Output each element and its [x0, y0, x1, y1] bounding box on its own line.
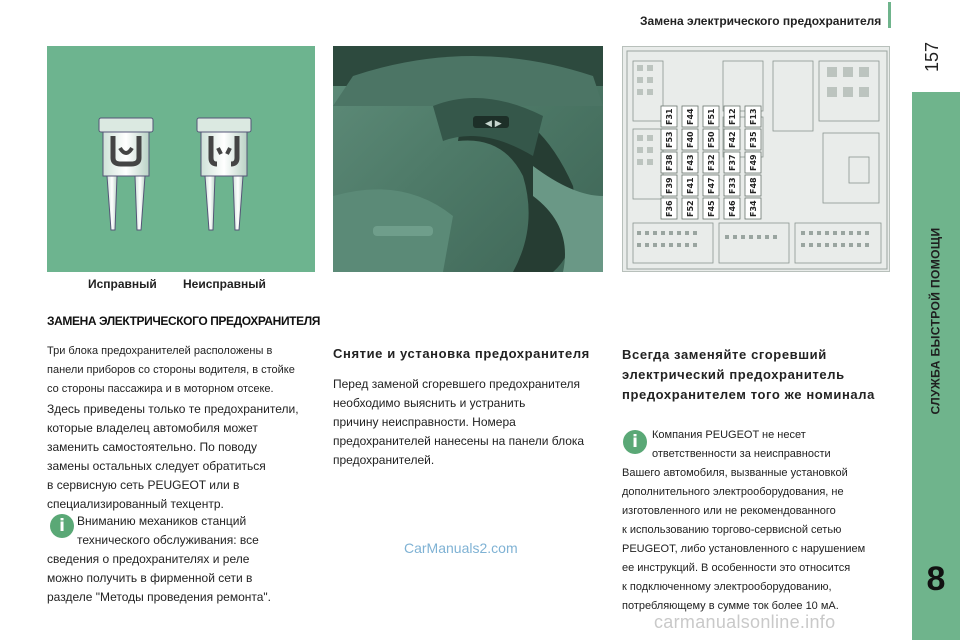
- col2-para: [333, 375, 613, 470]
- text-line: панели приборов со стороны водителя, в стойке: [47, 364, 295, 376]
- fuse-label: F40: [686, 131, 695, 148]
- fuse-label: F33: [728, 177, 737, 194]
- text-line: Вниманию механиков станций: [77, 514, 247, 528]
- fuse-label: F51: [707, 108, 716, 125]
- dashboard-photo: [333, 46, 603, 272]
- text-line: предохранителем того же номинала: [622, 387, 875, 402]
- fuse-label: F41: [686, 177, 695, 194]
- fuse-label: F44: [686, 108, 695, 125]
- watermark-carmanuals2[interactable]: CarManuals2.com: [404, 540, 518, 556]
- text-line: предохранителей нанесены на панели блока: [333, 434, 585, 448]
- text-line: в сервисную сеть PEUGEOT или в: [47, 478, 240, 492]
- chapter-label-text: СЛУЖБА БЫСТРОЙ ПОМОЩИ: [929, 227, 943, 415]
- text-line: дополнительного электрооборудования, не: [622, 486, 844, 498]
- text-line: PEUGEOT, либо установленного с нарушением: [622, 543, 866, 555]
- text-line: специализированный техцентр.: [47, 497, 224, 511]
- fuse-label: F34: [749, 200, 758, 217]
- text-line: Всегда заменяйте сгоревший: [622, 347, 827, 362]
- col1-note: [47, 512, 327, 607]
- text-line: Три блока предохранителей расположены в: [47, 345, 273, 357]
- fuse-pair-icon: [47, 46, 315, 272]
- col3-heading: [622, 345, 902, 405]
- text-line: причину неисправности. Номера: [333, 415, 516, 429]
- col1-para1: [47, 342, 327, 399]
- chapter-side-label: [912, 92, 960, 550]
- fuse-illustration: [47, 46, 315, 272]
- caption-good-fuse: Исправный: [88, 277, 157, 291]
- text-line: которые владелец автомобиля может: [47, 421, 258, 435]
- col1-para2: [47, 400, 327, 514]
- fuse-columns: [661, 106, 761, 219]
- fuse-label: F52: [686, 200, 695, 217]
- text-line: электрический предохранитель: [622, 367, 845, 382]
- fuse-label: F50: [707, 131, 716, 148]
- steering-wheel-icon: [333, 46, 603, 272]
- fuse-label: F42: [728, 131, 737, 148]
- text-line: Компания PEUGEOT не несет: [652, 429, 806, 441]
- header-accent-bar: [888, 2, 891, 28]
- svg-text:◀ ▶: ◀ ▶: [485, 119, 502, 129]
- fuse-label: F46: [728, 200, 737, 217]
- fuse-label: F43: [686, 154, 695, 171]
- fuse-label: F45: [707, 200, 716, 217]
- chapter-number: 8: [926, 560, 946, 598]
- text-line: необходимо выяснить и устранить: [333, 396, 526, 410]
- fuse-label: F13: [749, 108, 758, 125]
- text-line: изготовленного или не рекомендованного: [622, 505, 836, 517]
- text-line: технического обслуживания: все: [77, 533, 259, 547]
- fuse-label: F32: [707, 154, 716, 171]
- text-line: потребляющему в сумме ток более 10 мА.: [622, 600, 839, 612]
- text-line: ее инструкций. В особенности это относится: [622, 562, 851, 574]
- text-line: предохранителей.: [333, 453, 435, 467]
- info-icon: i: [623, 430, 647, 454]
- caption-bad-fuse: Неисправный: [183, 277, 266, 291]
- fuse-box-layout: [623, 47, 890, 272]
- col3-note: [622, 426, 906, 616]
- fuse-label: F47: [707, 177, 716, 194]
- info-icon: i: [50, 514, 74, 538]
- good-fuse-icon: [99, 118, 153, 230]
- fuse-label: F35: [749, 131, 758, 148]
- fuse-label: F39: [665, 177, 674, 194]
- fuse-label: F38: [665, 154, 674, 171]
- text-line: ответственности за неисправности: [652, 448, 831, 460]
- fuse-label: F36: [665, 200, 674, 217]
- fuse-box-diagram: [622, 46, 890, 272]
- text-line: сведения о предохранителях и реле: [47, 552, 250, 566]
- section-title: ЗАМЕНА ЭЛЕКТРИЧЕСКОГО ПРЕДОХРАНИТЕЛЯ: [47, 314, 320, 328]
- page-header-title: Замена электрического предохранителя: [640, 14, 882, 28]
- text-line: к подключенному электрооборудованию,: [622, 581, 832, 593]
- fuse-label: F37: [728, 154, 737, 171]
- fuse-label: F12: [728, 108, 737, 125]
- text-line: Перед заменой сгоревшего предохранителя: [333, 377, 581, 391]
- text-line: со стороны пассажира и в моторном отсеке.: [47, 383, 274, 395]
- text-line: Вашего автомобиля, вызванные установкой: [622, 467, 848, 479]
- fuse-label: F48: [749, 177, 758, 194]
- fuse-label: F49: [749, 154, 758, 171]
- watermark-carmanualsonline[interactable]: carmanualsonline.info: [654, 612, 836, 632]
- page-number: 157: [922, 41, 942, 72]
- bad-fuse-icon: [197, 118, 251, 230]
- text-line: Здесь приведены только те предохранители,: [47, 402, 299, 416]
- text-line: к использованию торгово-сервисной сетью: [622, 524, 842, 536]
- text-line: можно получить в фирменной сети в: [47, 571, 253, 585]
- text-line: замены остальных следует обратиться: [47, 459, 266, 473]
- col2-heading: Снятие и установка предохранителя: [333, 346, 590, 361]
- fuse-label: F53: [665, 131, 674, 148]
- text-line: разделе "Методы проведения ремонта".: [47, 590, 271, 604]
- fuse-label: F31: [665, 108, 674, 125]
- text-line: заменить самостоятельно. По поводу: [47, 440, 257, 454]
